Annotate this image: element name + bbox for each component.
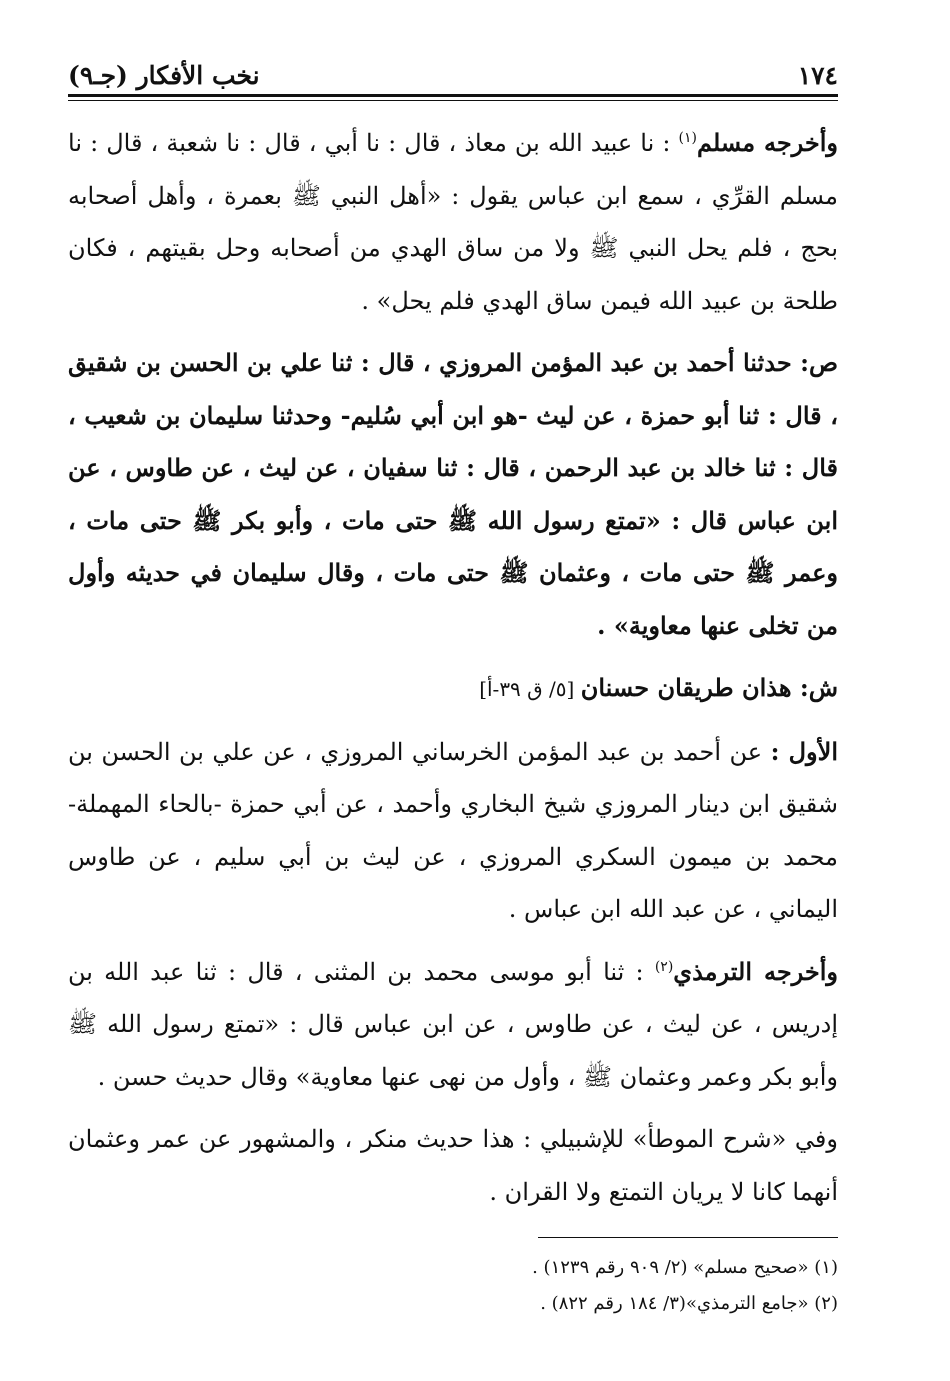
page-header [68, 48, 838, 88]
paragraph-text: : ثنا أبو موسى محمد بن المثنى ، قال : ثنا عبد الله بن إدريس ، عن ليث ، عن طاوس ، عن ابن عباس قال : «تمتع رسول الله ﷺ وأبو بكر وعمر وعثمان ﷺ ، وأول من نهى عنها معاوية» وقال حديث حسن . [68, 957, 838, 1091]
footnote-separator [538, 1237, 838, 1238]
footnote: (٢) «جامع الترمذي»(٣/ ١٨٤ رقم ٨٢٢) . [540, 1293, 838, 1314]
paragraph-lead: وأخرجه الترمذي [673, 956, 838, 986]
paragraph-matn [68, 337, 838, 652]
running-title: نخب الأفكار (جـ٩) [68, 61, 260, 90]
header-rule-thin [68, 100, 838, 101]
footnote: (١) «صحيح مسلم» (٢/ ٩٠٩ رقم ١٢٣٩) . [532, 1257, 838, 1278]
page-number: ١٧٤ [797, 61, 838, 90]
header-rule-thick [68, 94, 838, 97]
paragraph-muslim-takhrij [68, 117, 838, 327]
footnote-marker: (١) [678, 130, 697, 146]
paragraph-lead: ش: هذان طريقان حسنان [580, 673, 838, 702]
footnote-marker: (٢) [654, 958, 674, 975]
paragraph-first-chain [68, 726, 838, 936]
paragraph-text: وفي «شرح الموطأ» للإشبيلي : هذا حديث منكر ، والمشهور عن عمر وعثمان أنهما كانا لا يريان التمتع ولا القران . [68, 1125, 838, 1206]
manuscript-reference: [٥/ ق ٣٩-أ] [479, 677, 581, 701]
paragraph-ishbili-note [68, 1113, 838, 1218]
paragraph-text: : نا عبيد الله بن معاذ ، قال : نا أبي ، قال : نا شعبة ، قال : نا مسلم القرِّي ، سمع ابن عباس يقول : «أهل النبي ﷺ بعمرة ، وأهل أصحابه بحج ، فلم يحل النبي ﷺ ولا من ساق الهدي من أصحابه وحل بقيتهم ، فكان طلحة بن عبيد الله فيمن ساق الهدي فلم يحل» . [68, 129, 838, 315]
paragraph-tirmidhi-takhrij [68, 946, 838, 1104]
paragraph-text: ص: حدثنا أحمد بن عبد المؤمن المروزي ، قال : ثنا علي بن الحسن بن شقيق ، قال : ثنا أبو حمزة ، عن ليث -هو ابن أبي سُليم- وحدثنا سليمان بن شعيب ، قال : ثنا خالد بن عبد الرحمن ، قال : ثنا سفيان ، عن ليث ، عن طاوس ، عن ابن عباس قال : «تمتع رسول الله ﷺ حتى مات ، وأبو بكر ﷺ حتى مات ، وعمر ﷺ حتى مات ، وعثمان ﷺ حتى مات ، وقال سليمان في حديثه وأول من تخلى عنها معاوية» . [68, 348, 839, 640]
paragraph-lead: الأول : [770, 736, 838, 766]
paragraph-text: عن أحمد بن عبد المؤمن الخرساني المروزي ، عن علي بن الحسن بن شقيق ابن دينار المروزي شيخ البخاري وأحمد ، عن أبي حمزة -بالحاء المهملة- محمد بن ميمون السكري المروزي ، عن ليث بن أبي سليم ، عن طاوس اليماني ، عن عبد الله ابن عباس . [68, 737, 838, 923]
paragraph-sharh-intro [68, 662, 838, 716]
paragraph-lead: وأخرجه مسلم [696, 128, 838, 157]
